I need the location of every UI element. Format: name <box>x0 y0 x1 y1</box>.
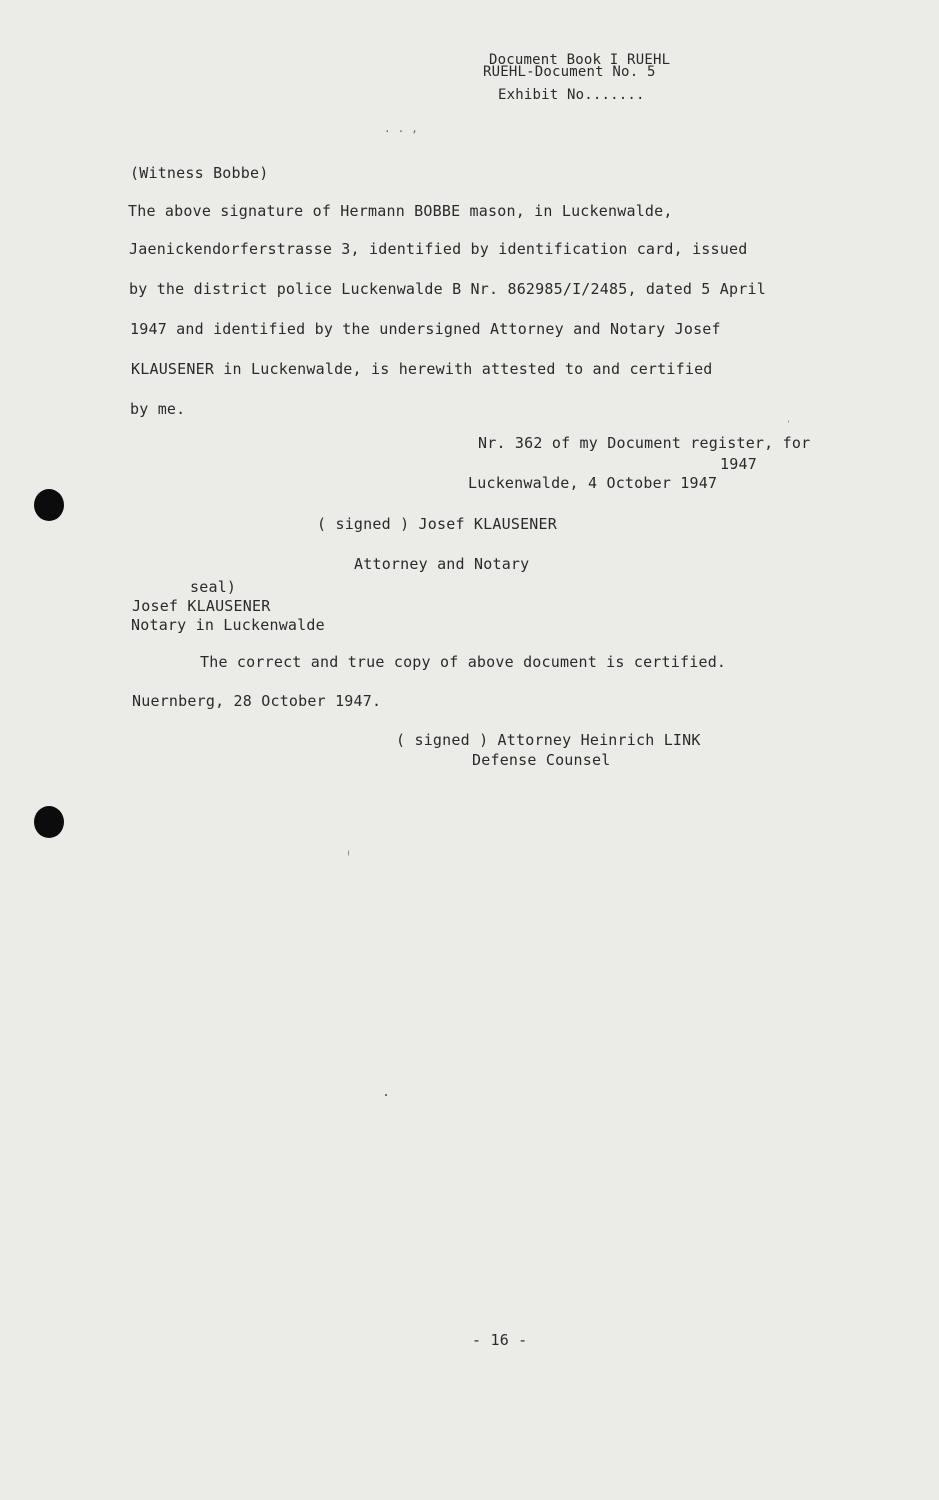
speck <box>788 420 789 423</box>
para-line-2: Jaenickendorferstrasse 3, identified by identification card, issued <box>129 240 748 258</box>
register-year: 1947 <box>720 455 757 473</box>
certification-statement: The correct and true copy of above document is certified. <box>200 653 727 671</box>
para-line-4: 1947 and identified by the undersigned Attorney and Notary Josef <box>130 320 721 338</box>
punch-hole-top <box>34 489 64 521</box>
page-number: - 16 - <box>472 1331 528 1349</box>
document-number-label: RUEHL-Document No. 5 <box>483 64 656 80</box>
seal-notary-office: Notary in Luckenwalde <box>131 616 325 634</box>
para-line-6: by me. <box>130 400 186 418</box>
para-line-5: KLAUSENER in Luckenwalde, is herewith attested to and certified <box>131 360 713 378</box>
register-line: Nr. 362 of my Document register, for <box>478 434 811 452</box>
defense-signed-line: ( signed ) Attorney Heinrich LINK <box>396 731 701 749</box>
speck <box>348 850 349 856</box>
register-place-date: Luckenwalde, 4 October 1947 <box>468 474 718 492</box>
seal-label: seal) <box>190 578 237 596</box>
witness-heading: (Witness Bobbe) <box>130 164 269 182</box>
para-line-1: The above signature of Hermann BOBBE mason, in Luckenwalde, <box>128 202 673 220</box>
para-line-3: by the district police Luckenwalde B Nr. 862985/I/2485, dated 5 April <box>129 280 766 298</box>
notary-title: Attorney and Notary <box>354 555 530 573</box>
document-book-label: Document Book I RUEHL <box>489 52 671 68</box>
exhibit-label: Exhibit No....... <box>498 87 645 103</box>
notary-signed-line: ( signed ) Josef KLAUSENER <box>317 515 557 533</box>
punch-hole-bottom <box>34 806 64 838</box>
certification-place-date: Nuernberg, 28 October 1947. <box>132 692 382 710</box>
stray-mark: . . , <box>384 122 419 135</box>
speck <box>385 1094 387 1096</box>
seal-notary-name: Josef KLAUSENER <box>132 597 271 615</box>
defense-title: Defense Counsel <box>472 751 611 769</box>
